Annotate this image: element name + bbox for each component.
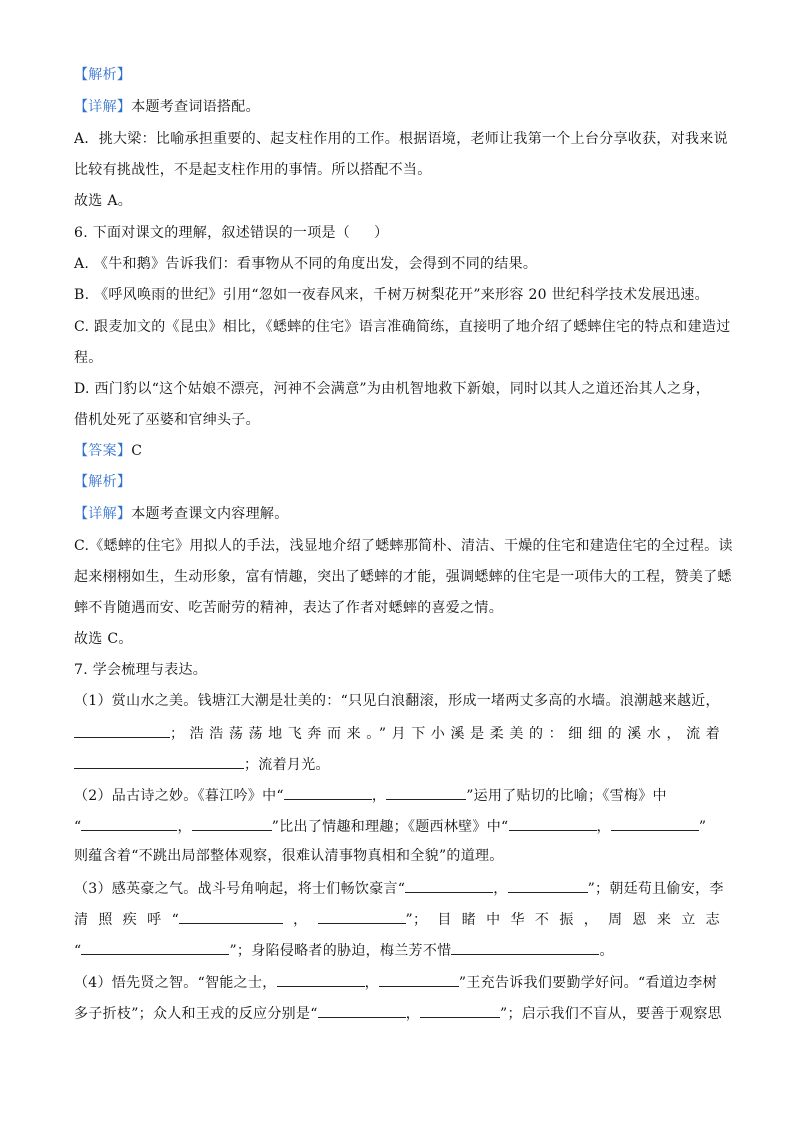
q7-part3-line1: （3）感英豪之气。战斗号角响起，将士们畅饮豪言“ ， ”；朝廷苟且偷安，李 — [74, 876, 724, 898]
fill-blank[interactable] — [81, 814, 177, 831]
q7-part1-line2: ；浩浩荡荡地飞奔而来。”月下小溪是柔美的：细细的溪水，流着 — [74, 721, 720, 743]
option-a: A. 《牛和鹅》告诉我们：看事物从不同的角度出发，会得到不同的结果。 — [74, 256, 538, 272]
q7-part1-line3: ；流着月光。 — [74, 752, 330, 774]
fill-blank[interactable] — [192, 814, 272, 831]
analysis-label: 【解析】 — [74, 474, 132, 490]
analysis-label: 【解析】 — [74, 67, 132, 83]
detail-line — [74, 503, 289, 525]
option-c: C. 跟麦加文的《昆虫》相比，《蟋蟀的住宅》语言准确简练，直接明了地介绍了蟋蟀住宅的特点和建造过 — [74, 319, 731, 335]
q7-part3-line2: 清照疾呼“ ， ”；目睹中华不振，周恩来立志 — [74, 907, 720, 929]
answer-key-label: 【答案】 — [74, 443, 132, 459]
q7-part1-line1: （1）赏山水之美。钱塘江大潮是壮美的：“只见白浪翻滚，形成一堵两丈多高的水墙。浪潮越来越近， — [74, 693, 720, 709]
fill-blank[interactable] — [379, 970, 459, 987]
option-c-cont: 程。 — [74, 350, 103, 366]
question-6-stem: 6. 下面对课文的理解，叙述错误的一项是（ ） — [74, 225, 389, 241]
fill-blank[interactable] — [451, 938, 599, 955]
fill-blank[interactable] — [420, 1001, 500, 1018]
q7-part2-line3: 则蕴含着“不跳出局部整体观察，很难认清事物真相和全貌”的道理。 — [74, 848, 504, 864]
fill-blank[interactable] — [405, 876, 493, 893]
fill-blank[interactable] — [74, 752, 244, 769]
q7-part4-line2: 多子折枝”；众人和王戎的反应分别是“ ， ”；启示我们不盲从，要善于观察思 — [74, 1001, 722, 1023]
detail-label: 【详解】 — [74, 506, 132, 522]
detail-text: 本题考查词语搭配。 — [131, 99, 260, 115]
q7-part4-line1: （4）悟先贤之智。“智能之士， ， ”王充告诉我们要勤学好问。“看道边李树 — [74, 970, 717, 992]
option-b: B. 《呼风唤雨的世纪》引用“忽如一夜春风来，千树万树梨花开”来形容 20 世纪科学技术发展迅速。 — [74, 287, 709, 303]
fill-blank[interactable] — [277, 970, 365, 987]
q7-part2-line2: “ ， ”比出了情趣和理趣；《题西林壁》中“ ， ” — [74, 814, 706, 836]
detail-text: 本题考查课文内容理解。 — [131, 506, 289, 522]
fill-blank[interactable] — [179, 907, 283, 924]
explanation-line: C.《蟋蟀的住宅》用拟人的手法，浅显地介绍了蟋蟀那简朴、清洁、干燥的住宅和建造住宅的全过程。读 — [74, 538, 733, 554]
explanation-line: 比较有挑战性，不是起支柱作用的事情。所以搭配不当。 — [74, 162, 432, 178]
fill-blank[interactable] — [284, 783, 372, 800]
question-7-stem: 7. 学会梳理与表达。 — [74, 662, 208, 678]
answer-key-line — [74, 440, 142, 462]
fill-blank[interactable] — [509, 814, 597, 831]
explanation-line: A．挑大梁：比喻承担重要的、起支柱作用的工作。根据语境，老师让我第一个上台分享收获，对我来说 — [74, 131, 728, 147]
fill-blank[interactable] — [508, 876, 588, 893]
fill-blank[interactable] — [318, 907, 406, 924]
detail-line — [74, 96, 260, 118]
option-d-cont: 借机处死了巫婆和官绅头子。 — [74, 412, 260, 428]
explanation-line: 蟀不肯随遇而安、吃苦耐劳的精神，表达了作者对蟋蟀的喜爱之情。 — [74, 600, 503, 616]
answer-line: 故选 A。 — [74, 193, 133, 209]
fill-blank[interactable] — [81, 938, 229, 955]
detail-label: 【详解】 — [74, 99, 132, 115]
fill-blank[interactable] — [318, 1001, 406, 1018]
q7-part3-line3: “ ”；身陷侵略者的胁迫，梅兰芳不惜 。 — [74, 938, 614, 960]
answer-line: 故选 C。 — [74, 631, 133, 647]
option-d: D. 西门豹以“这个姑娘不漂亮，河神不会满意”为由机智地救下新娘，同时以其人之道还治其人之身， — [74, 381, 711, 397]
explanation-line: 起来栩栩如生，生动形象，富有情趣，突出了蟋蟀的才能，强调蟋蟀的住宅是一项伟大的工程，赞美了蟋 — [74, 569, 732, 585]
fill-blank[interactable] — [74, 721, 170, 738]
fill-blank[interactable] — [611, 814, 699, 831]
answer-key-value: C — [131, 443, 143, 459]
fill-blank[interactable] — [386, 783, 466, 800]
q7-part2-line1: （2）品古诗之妙。《暮江吟》中“ ， ”运用了贴切的比喻；《雪梅》中 — [74, 783, 667, 805]
